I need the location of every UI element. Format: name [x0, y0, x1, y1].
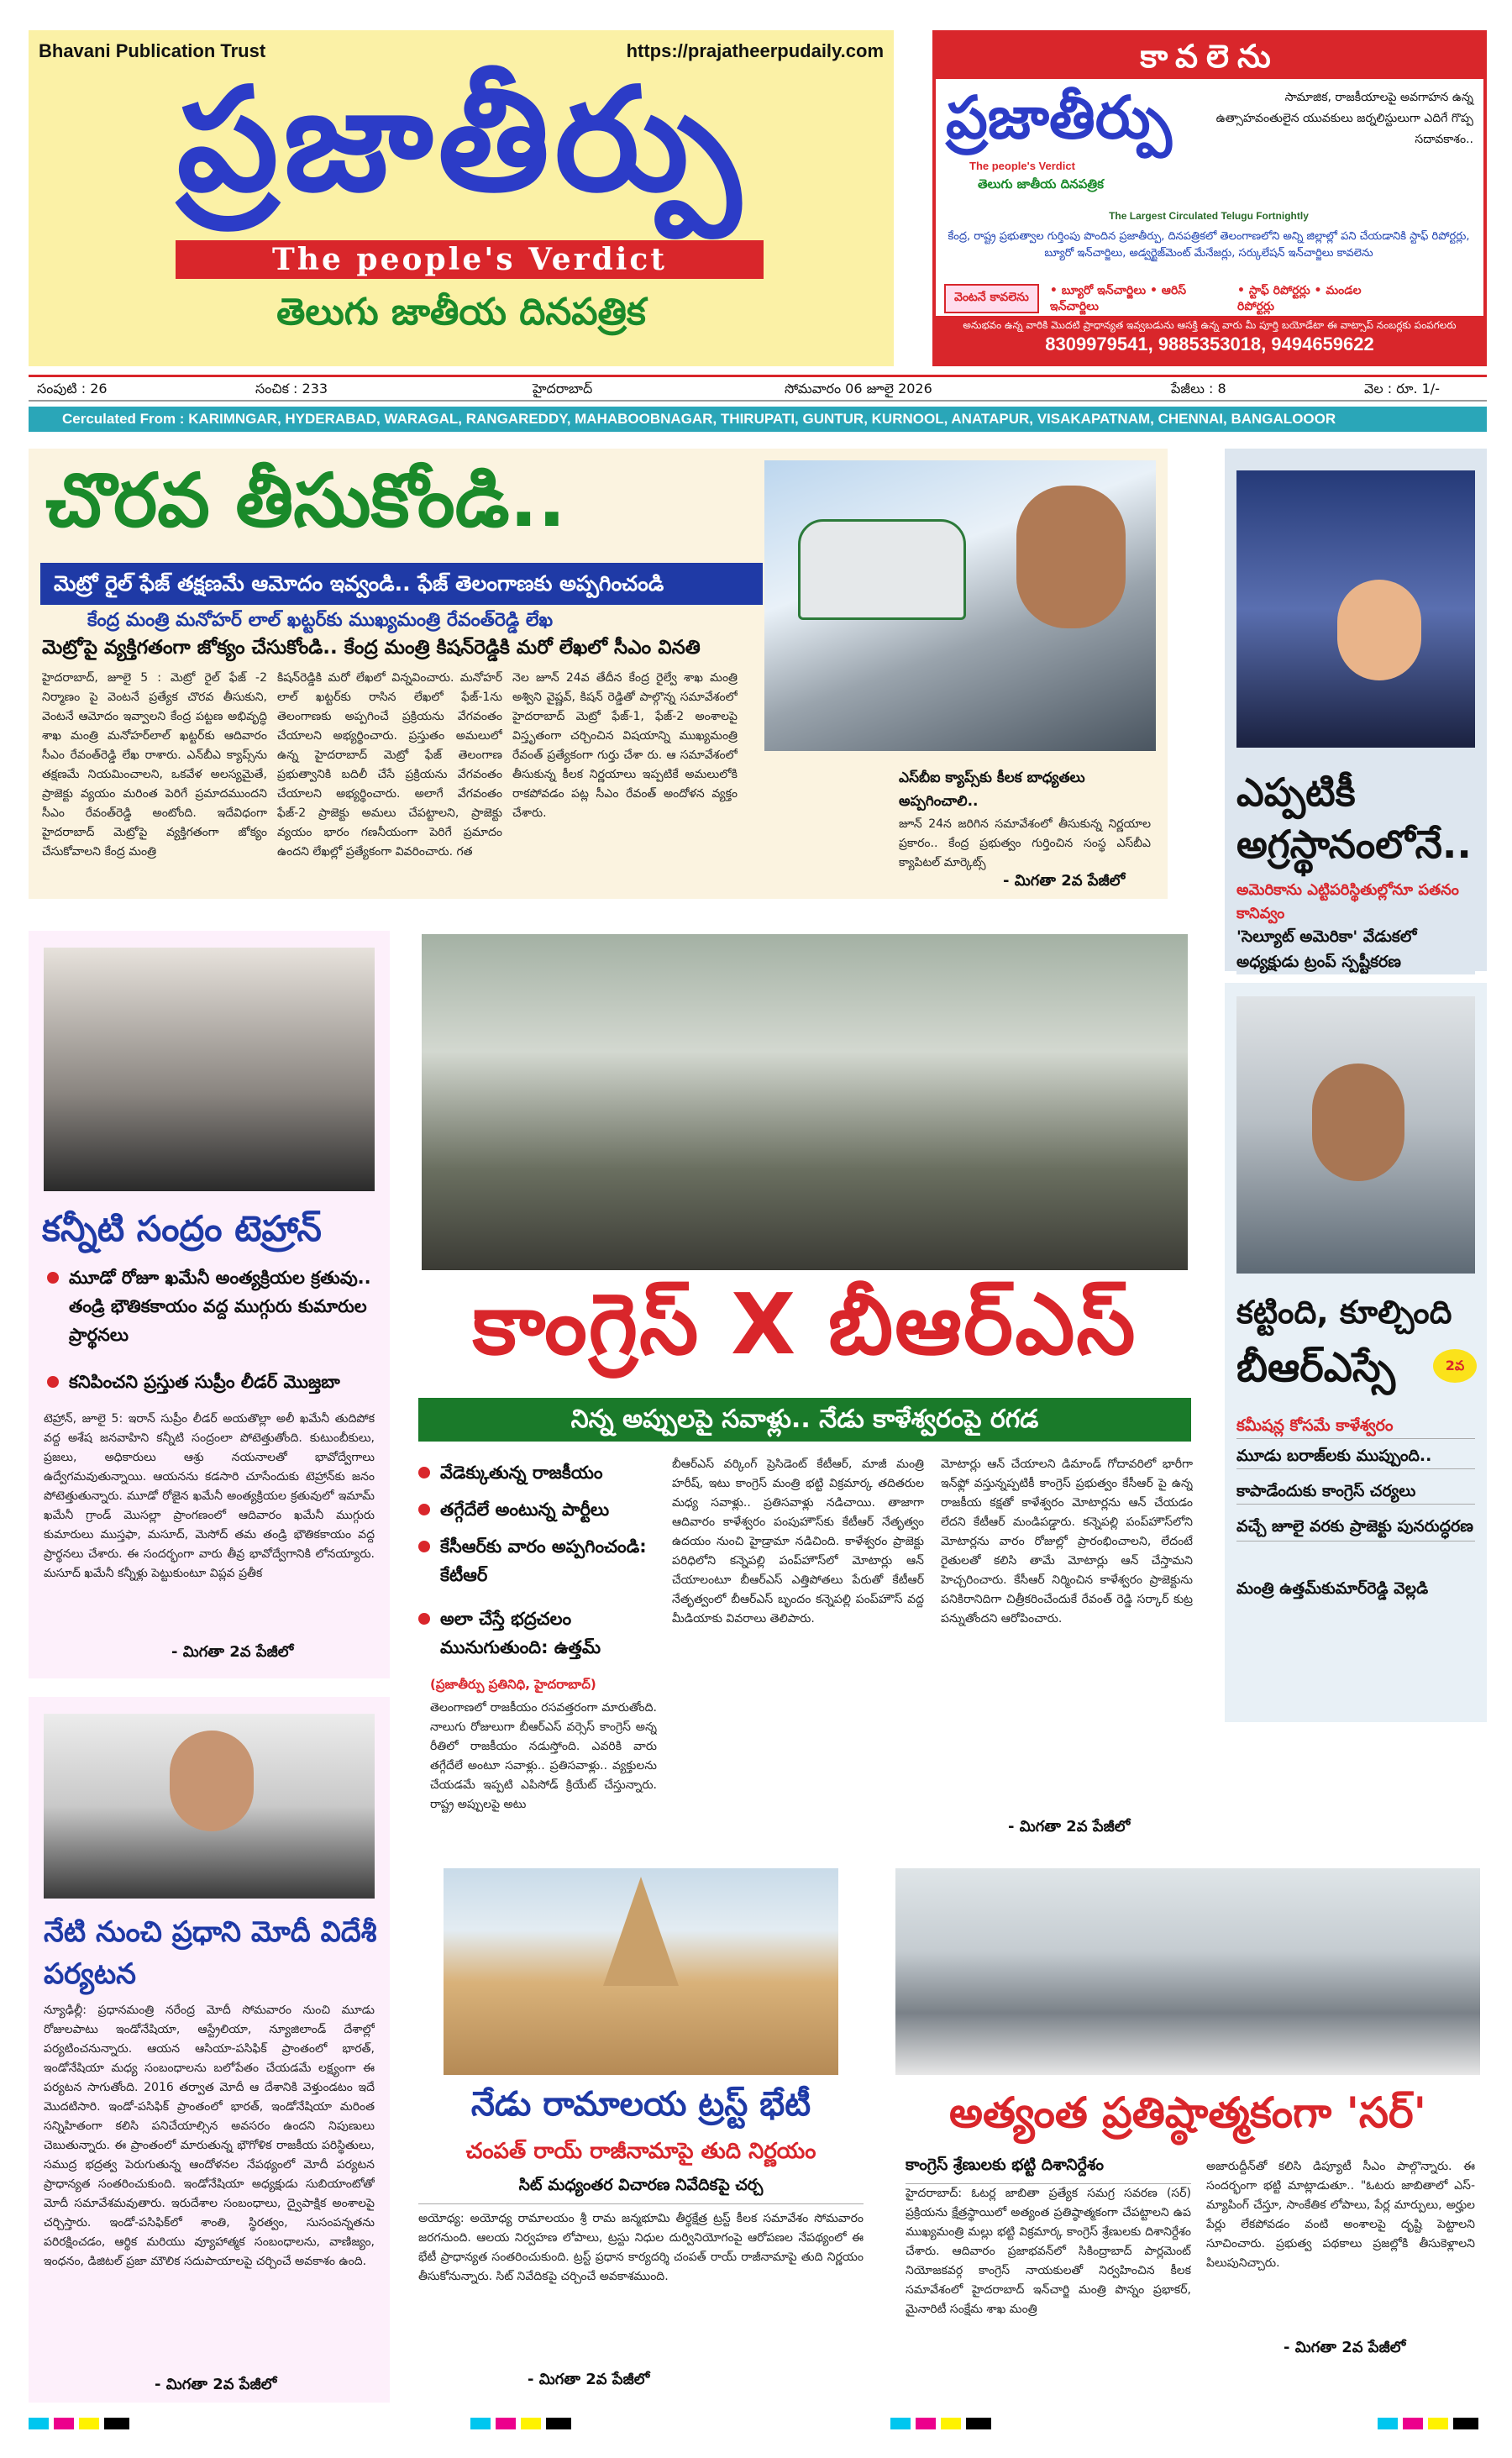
- ad-roles-1: • బ్యూరో ఇన్‌చార్జిలు • ఆరిస్ ఇన్‌చార్జిలు: [1049, 284, 1187, 313]
- congress-bullet-2: తగ్గేదేలే అంటున్న పార్టీలు: [440, 1495, 650, 1524]
- registration-strip-4: [1378, 2418, 1478, 2429]
- congress-brs-subhead: నిన్న అప్పులపై సవాళ్లు.. నేడు కాళేశ్వరంపై రగడ: [418, 1398, 1191, 1442]
- registration-strip-1: [29, 2418, 129, 2429]
- city: హైదరాబాద్: [533, 381, 593, 397]
- ad-tag: తెలుగు జాతీయ దినపత్రిక: [978, 176, 1104, 192]
- ad-logo-sub: The people's Verdict: [969, 160, 1075, 172]
- circulation-bar: Cerculated From : KARIMNGAR, HYDERABAD, WARAGAL, RANGAREDDY, MAHABOOBNAGAR, THIRUPATI, GUNTUR, KURNOOL, ANATAPUR, VISAKAPATNAM, CHENNAI, BANGALOOOR: [29, 407, 1487, 432]
- tagline: తెలుగు జాతీయ దినపత్రిక: [276, 291, 646, 334]
- uttam-face: [1312, 1064, 1404, 1181]
- sir-subhead: కాంగ్రెస్ శ్రేణులకు భట్టి దిశానిర్దేశం: [906, 2156, 1191, 2184]
- cm-portrait: [1016, 486, 1126, 628]
- sir-col-1: హైదరాబాద్: ఓటర్ల జాబితా ప్రత్యేక సమగ్ర సవరణ (సర్) ప్రక్రియను క్షేత్రస్థాయిలో అత్యంత ప్రతిష్ఠాత్మకంగా చేపట్టాలని ఉప ముఖ్యమంత్రి మల్లు భట్టి విక్రమార్క కాంగ్రెస్ శ్రేణులకు దిశానిర్దేశం చేశారు. ఆదివారం ప్రజాభవన్‌లో సికింద్రాబాద్ పార్లమెంట్ నియోజకవర్గ కాంగ్రెస్ నాయకులతో నిర్వహించిన కీలక సమావేశంలో హైదరాబాద్ ఇన్‌చార్జి మంత్రి పొన్నం ప్రభాకర్, మైనారిటీ సంక్షేమ శాఖ మంత్రి: [906, 2187, 1191, 2316]
- lead-headline: చొరవ తీసుకోండి..: [45, 457, 566, 544]
- ad-logo: ప్రజాతీర్పు: [946, 82, 1172, 152]
- uttam-story: [1225, 983, 1487, 1722]
- trump-face: [1337, 580, 1421, 680]
- modi-body: న్యూఢిల్లీ: ప్రధానమంత్రి నరేంద్ర మోదీ సోమవారం నుంచి మూడు రోజులపాటు ఇండోనేషియా, ఆస్ట్రేలియా, న్యూజిలాండ్ దేశాల్లో పర్యటించనున్నారు. ఆయన ఆసియా-పసిఫిక్ ప్రాంతంలో భారత్, ఇండోనేషియా మధ్య సంబంధాలను బలోపేతం చేయడమే లక్ష్యంగా ఈ పర్యటన సాగుతోంది. 2016 తర్వాత మోదీ ఆ దేశానికి వెళ్తుండటం ఇదే మొదటిసారి. ఇండో-పసిఫిక్ ప్రాంతంలో భారత్, ఇండోనేషియా మరింత సన్నిహితంగా కలిసి పనిచేయాల్సిన అవసరం ఉందని నిపుణులు చెబుతున్నారు. ఈ ప్రాంతంలో మారుతున్న భౌగోళిక రాజకీయ పరిస్థితులు, సముద్ర భద్రత్వ పెరుగుతున్న ఆందోళనల నేపథ్యంలో మోదీ పర్యటన ప్రాధాన్యత సంతరించుకుంది. ఇండోనేషియా అధ్యక్షుడు సుబియాంటోతో మోదీ సమావేశమవుతారు. ఇరుదేశాల సంబంధాలు, ద్వైపాక్షిక అంశాలపై చర్చిస్తారు. ఇండో-పసిఫిక్‌లో శాంతి, స్థిరత్వం, సుసంపన్నతను పరిరక్షించడం, ఆర్థిక మరియు వ్యూహాత్మక సంబంధాలను, వాణిజ్యం, ఇంధనం, డిజిటల్ ప్రజా మౌలిక సదుపాయాలపై చర్చించే అవకాశం ఉంది.: [44, 2004, 375, 2268]
- lead-col-1: హైదరాబాద్, జూలై 5 : మెట్రో రైల్ ఫేజ్ -2 నిర్మాణం పై వెంటనే ప్రత్యేక చొరవ తీసుకుని, వెంటనే ఆమోదం ఇవ్వాలని కేంద్ర పట్టణ అభివృద్ధి శాఖ మంత్రి మనోహర్‌లాల్ ఖట్టర్‌కు ఆదివారం సీఎం రేవంత్‌రెడ్డి లేఖ రాశారు. ఎన్‌బీఎ క్యాప్స్‌ను తక్షణమే నియమించాలని, ఒకవేళ అలస్యమైతే, ప్రాజెక్టు వ్యయం మరింత పెరిగే ప్రమాదముందని సీఎం రేవంత్‌రెడ్డి అంటోంది. ఇదేవిధంగా హైదరాబాద్ మెట్రోపై వ్యక్తిగతంగా జోక్యం చేసుకోవాలని కేంద్ర మంత్రి: [42, 671, 267, 859]
- lead-subhead-2: మెట్రోపై వ్యక్తిగతంగా జోక్యం చేసుకోండి.. కేంద్ర మంత్రి కిషన్‌రెడ్డికి మరో లేఖలో సీఎం వినతి: [42, 637, 701, 659]
- ram-temple-photo: [444, 1868, 838, 2075]
- uttam-headline-1: కట్టింది, కూల్చింది: [1236, 1294, 1452, 1331]
- congress-bullet-3: కేసీఆర్‌కు వారం అప్పగించండి: కేటీఆర్: [440, 1532, 650, 1589]
- ram-temple-story: [418, 1862, 864, 2399]
- masthead: [29, 30, 894, 366]
- tehran-headline: కన్నీటి సంద్రం టెహ్రాన్: [42, 1208, 322, 1249]
- volume: సంపుటి : 26: [37, 381, 108, 397]
- registration-strip-2: [470, 2418, 571, 2429]
- sir-meeting-photo: [895, 1868, 1480, 2075]
- ram-body: అయోధ్య: అయోధ్య రామాలయం శ్రీ రామ జన్మభూమి తీర్థక్షేత్ర ట్రస్ట్ కీలక సమావేశం సోమవారం జరగనుంది. ఆలయ నిర్వహణ లోపాలు, ట్రస్టు నిధుల దుర్వినియోగంపై ఆరోపణల నేపథ్యంలో ఈ భేటీ ప్రాధాన్యత సంతరించుకుంది. ట్రస్ట్ ప్రధాన కార్యదర్శి చంపత్ రాయ్ రాజీనామాపై తుది నిర్ణయం తీసుకోనున్నారు. సిట్ నివేదికపై చర్చించే అవకాశముంది.: [418, 2212, 864, 2283]
- temple-spire: [603, 1877, 679, 1986]
- lead-col-3: నెల జూన్ 24వ తేదీన కేంద్ర రైల్వే శాఖ మంత్రి అశ్విని వైష్ణవ్, కిషన్ రెడ్డితో పాల్గొన్న సమావేశంలో హైదరాబాద్ మెట్రో ఫేజ్-1, ఫేజ్-2 అంశాలపై విస్తృతంగా చర్చించిన విషయాన్ని ముఖ్యమంత్రి రేవంత్ ప్రత్యేకంగా గుర్తు చేశా రు. ఆ సమావేశంలో తీసుకున్న కీలక నిర్ణయాలు ఇప్పటికే అమలులోకి రాకపోవడం పట్ల సీఎం రేవంత్ అందోళన వ్యక్తం చేశారు.: [512, 671, 738, 820]
- ad-contact: [936, 316, 1483, 363]
- uttam-point-4: వచ్చే జూలై వరకు ప్రాజెక్టు పునరుద్ధరణ: [1236, 1512, 1475, 1542]
- uttam-point-5: మంత్రి ఉత్తమ్‌కుమార్‌రెడ్డి వెల్లడి: [1236, 1579, 1429, 1598]
- lead-subhead-1: కేంద్ర మంత్రి మనోహర్ లాల్ ఖట్టర్‌కు ముఖ్యమంత్రి రేవంత్‌రెడ్డి లేఖ: [87, 610, 554, 631]
- modi-headline: నేటి నుంచి ప్రధాని మోదీ విదేశీ పర్యటన: [44, 1915, 377, 1991]
- uttam-point-2: మూడు బరాజ్‌లకు ముప్పుంది..: [1236, 1443, 1475, 1469]
- tehran-bullet-2: కనిపించని ప్రస్తుత సుప్రీం లీడర్ మొజ్తబా: [69, 1368, 371, 1396]
- sir-headline: అత్యంత ప్రతిష్ఠాత్మకంగా 'సర్': [949, 2088, 1426, 2137]
- page-2-badge: 2వ: [1433, 1349, 1477, 1383]
- tehran-bullet-1: మూడో రోజూ ఖమేనీ అంత్యక్రియల క్రతువు.. తండ్రి భౌతికకాయం వద్ద ముగ్గురు కుమారుల ప్రార్థనలు: [69, 1263, 371, 1349]
- trump-photo: [1236, 470, 1475, 748]
- congress-bullet-4: అలా చేస్తే భద్రచలం మునుగుతుంది: ఉత్తమ్: [440, 1605, 650, 1662]
- modi-continued: - మిగతా 2వ పేజీలో: [155, 2376, 277, 2393]
- modi-story: [29, 1697, 390, 2403]
- ad-fine-print: The Largest Circulated Telugu Fortnightly: [1109, 210, 1309, 222]
- tehran-continued: - మిగతా 2వ పేజీలో: [171, 1643, 294, 1661]
- trump-headline: ఎప్పటికీ అగ్రస్థానంలోనే..: [1236, 769, 1472, 867]
- sir-story: [889, 1862, 1487, 2399]
- uttam-point-3: కాపాడేందుకు కాంగ్రెస్ చర్యలు: [1236, 1478, 1475, 1505]
- modi-face: [170, 1731, 254, 1831]
- date: సోమవారం 06 జూలై 2026: [785, 381, 932, 397]
- website-url[interactable]: https://prajatheerpudaily.com: [626, 40, 884, 61]
- issue-number: సంచిక : 233: [255, 381, 328, 397]
- price: వెల : రూ. 1/-: [1364, 381, 1440, 397]
- sir-col-2: అజారుద్దీన్‌తో కలిసి డిప్యూటీ సీఎం పాల్గొన్నారు. ఈ సందర్భంగా భట్టి మాట్లాడుతూ.. "ఓటరు జాబితాలో ఎస్-మ్యాపింగ్ చేస్తూ, సాంకేతిక లోపాలు, పేర్ల మార్పులు, అర్హుల పేర్లు లేకపోవడం వంటి అంశాలపై దృష్టి పెట్టాలని సూచించారు. ప్రభుత్వ పథకాలు ప్రజల్లోకి తీసుకెళ్లాలని పిలుపునిచ్చారు.: [1206, 2160, 1475, 2270]
- uttam-headline-2: బీఆర్ఎస్సే: [1236, 1344, 1395, 1391]
- congress-col-2: బీఆర్ఎస్ వర్కింగ్ ప్రెసిడెంట్ కేటీఆర్, మాజీ మంత్రి హరీష్, ఇటు కాంగ్రెస్ మంత్రి భట్టి విక్రమార్క తదితరుల మధ్య సవాళ్లు.. ప్రతిసవాళ్లు నడిచాయి. తాజాగా ఆదివారం కాళేశ్వరం పంపుహౌస్‌కు కేటీఆర్ నేతృత్వం ఉదయం నుంచి హైడ్రామా నడిచింది. కాళేశ్వరం ప్రాజెక్టు పరిధిలోని కన్నెపల్లి పంప్‌హౌస్‌లో మోటార్లు ఆన్ చేయాలంటూ బీఆర్ఎస్ ఎత్తిపోతలు పేరుతో కేటీఆర్ నేతృత్వంలో బీఆర్ఎస్ బృందం కన్నెపల్లి పంప్‌హౌస్ వద్ద మీడియాకు వివరాలు తెలిపారు.: [672, 1457, 924, 1626]
- congress-bullet-1: వేడెక్కుతున్న రాజకీయం: [440, 1458, 650, 1487]
- tehran-body: టెహ్రాన్, జూలై 5: ఇరాన్ సుప్రీం లీడర్ అయతొల్లా అలీ ఖమేనీ తుదిపోక వద్ద అశేష జనవాహిని కన్నీటి సంద్రంలా పోటెత్తుతోంది. కుటుంబీకులు, ప్రజలు, అధికారులు ఆశ్రు నయనాలతో భావోద్వేగాలు ఉద్వేగమవుతున్నాయి. ఆయనను కడసారి చూసేందుకు టెహ్రాన్‌కు జనం పోటెత్తుతున్నారు. మూడో రోజైన ఖమేనీ అంత్యక్రియల క్రతువులో ఇమామ్ ఖమేనీ గ్రాండ్ మొసల్లా ప్రాంగణంలో ఆదివారం ఖమేనీ ముగ్గురు కుమారులు ముస్తఫా, మసూద్, మెసోద్ తమ తండ్రి భౌతికకాయం వద్ద ప్రార్థనలు చేశారు. ఈ సందర్భంగా వారు తీవ్ర భావోద్వేగానికి లోనయ్యారు. మసూద్ ఖమేనీ కన్నీళ్లు పెట్టుకుంటూ విప్లవ ప్రతీక: [44, 1412, 375, 1580]
- ad-right-text: సామాజిక, రాజకీయాలపై అవగాహన ఉన్న ఉత్సాహవంతులైన యువకులు జర్నలిస్టులుగా ఎదిగే గొప్ప సదావకాశం..: [1215, 91, 1473, 146]
- recruitment-ad: [932, 30, 1487, 366]
- congress-col-3: మోటార్లు ఆన్ చేయాలని డిమాండ్ గోదావరిలో భారీగా ఇన్‌ఫ్లో వస్తున్నప్పటికీ కాంగ్రెస్ ప్రభుత్వం కేసీఆర్ పై ఉన్న రాజకీయ కక్షతో కాళేశ్వరం మోటార్లను ఆన్ చేయడం లేదని కేటీఆర్ మండిపడ్డారు. కన్నెపల్లి పంప్‌హౌస్‌లోని మోటార్లను వారం రోజుల్లో ప్రారంభించాలని, లేదంటే రైతులతో కలిసి తామే మోటార్లు ఆన్ చేస్తామని హెచ్చరించారు. కేసీఆర్ నిర్మించిన కాళేశ్వరం ప్రాజెక్టును పనికిరానిదిగా చిత్రీకరించేందుకే రేవంత్ రెడ్డి సర్కార్ కుట్ర పన్నుతోందని ఆరోపించారు.: [941, 1457, 1193, 1626]
- metro-train-shape: [798, 519, 966, 620]
- trump-sub-1: అమెరికాను ఎట్టిపరిస్థితుల్లోనూ పతనం కానివ్వం: [1236, 881, 1459, 922]
- lead-subhead-bar: మెట్రో రైల్ ఫేజ్ తక్షణమే ఆమోదం ఇవ్వండి.. ఫేజ్ తెలంగాణకు అప్పగించండి: [40, 563, 763, 605]
- trump-sub-2: 'సెల్యూట్ అమెరికా' వేడుకలో అధ్యక్షుడు ట్రంప్ స్పష్టీకరణ: [1236, 924, 1475, 974]
- funeral-photo: [44, 948, 375, 1191]
- lead-story: [29, 449, 1168, 899]
- uttam-point-1: కమీషన్ల కోసమే కాళేశ్వరం: [1236, 1413, 1475, 1439]
- modi-photo: [44, 1714, 375, 1899]
- verdict-banner: The people's Verdict: [176, 240, 764, 279]
- congress-col-1: తెలంగాణలో రాజకీయం రసవత్తరంగా మారుతోంది. నాలుగు రోజులుగా బీఆర్ఎస్ వర్సెస్ కాంగ్రెస్ అన్న రీతిలో రాజకీయం నడుస్తోంది. ఎవరికి వారు తగ్గేదేలే అంటూ సవాళ్లు.. ప్రతిసవాళ్లు.. వ్యక్తులను చేయడమే ఇప్పటి ఎపిసోడ్ క్రియేట్ చేస్తున్నారు. రాష్ట్ర అప్పులపై అటు: [430, 1701, 657, 1811]
- tehran-story: [29, 931, 390, 1678]
- registration-strip-3: [890, 2418, 991, 2429]
- ad-phones: 8309979541, 9885353018, 9494659622: [1045, 334, 1374, 355]
- lead-col-4: జూన్ 24న జరిగిన సమావేశంలో తీసుకున్న నిర్ణయాల ప్రకారం.. కేంద్ర ప్రభుత్వం గుర్తించిన సంస్థ ఎస్‌బీఎ క్యాపిటల్ మార్కెట్స్: [899, 817, 1151, 869]
- ram-continued: - మిగతా 2వ పేజీలో: [528, 2371, 650, 2388]
- ad-roles-2: • స్టాఫ్ రిపోర్టర్లు • మండల రిపోర్టర్లు: [1237, 284, 1362, 313]
- congress-continued: - మిగతా 2వ పేజీలో: [1008, 1818, 1131, 1836]
- lead-caption: ఎస్‌బీఐ క్యాప్స్‌కు కీలక బాధ్యతలు అప్పగించాలి..: [899, 769, 1085, 810]
- congress-brs-headline: కాంగ్రెస్ X బీఆర్ఎస్: [472, 1275, 1137, 1373]
- ram-sub-1: చంపత్ రాయ్ రాజీనామాపై తుది నిర్ణయం: [465, 2139, 816, 2164]
- page-count: పేజీలు : 8: [1171, 381, 1226, 397]
- publisher-name: Bhavani Publication Trust: [39, 40, 266, 61]
- ad-body: కేంద్ర, రాష్ట్ర ప్రభుత్వాల గుర్తింపు పొందిన ప్రజాతీర్పు, దినపత్రికలో తెలంగాణలోని అన్ని జిల్లాల్లో పని చేయడానికి స్టాఫ్ రిపోర్టర్లు, బ్యూరో ఇన్‌చార్జిలు, అడ్వర్టైజ్‌మెంట్ మేనేజర్లు, సర్కులేషన్ ఇన్‌చార్జిలు కావలెను: [948, 230, 1470, 260]
- lead-col-2: కిషన్‌రెడ్డికి మరో లేఖలో విన్నవించారు. మనోహర్ లాల్ ఖట్టర్‌కు రాసిన లేఖలో ఫేజ్-1ను తెలంగాణకు అప్పగించే ప్రక్రియను వేగవంతం చేయాలని అభ్యర్థించారు. ప్రస్తుతం అమలులో ఉన్న హైదరాబాద్ మెట్రో ఫేజ్ తెలంగాణ ప్రభుత్వానికి బదిలీ చేసే ప్రక్రియను వేగవంతం చేయాలని అభ్యర్థించారు. అలాగే వేగవంతం ఫేజ్-2 ప్రాజెక్టు అమలు చేపట్టాలని, ప్రాజెక్టు వ్యయం భారం గణనీయంగా పెరిగే ప్రమాదం ఉందని లేఖల్లో ప్రత్యేకంగా వివరించారు. గత: [277, 671, 502, 859]
- ram-headline: నేడు రామాలయ ట్రస్ట్ భేటీ: [470, 2085, 811, 2124]
- uttam-photo: [1236, 996, 1475, 1274]
- kaleshwaram-photo: [422, 934, 1188, 1270]
- ad-heading: కావలెను: [936, 34, 1483, 79]
- trump-story: [1225, 449, 1487, 971]
- lead-continued: - మిగతా 2వ పేజీలో: [1003, 872, 1126, 890]
- issue-info-bar: [29, 375, 1487, 402]
- newspaper-logo: ప్రజాతీర్పు: [176, 55, 746, 223]
- metro-photo: [764, 460, 1156, 751]
- sir-continued: - మిగతా 2వ పేజీలో: [1284, 2339, 1406, 2356]
- ram-sub-2: సిట్ మధ్యంతర విచారణ నివేదికపై చర్చ: [418, 2176, 864, 2204]
- congress-byline: (ప్రజాతీర్పు ప్రతినిధి, హైదరాబాద్): [430, 1677, 596, 1692]
- ad-urgent-label: వెంటనే కావలెను: [944, 284, 1039, 313]
- ad-contact-note: అనుభవం ఉన్న వారికి మొదటి ప్రాధాన్యత ఇవ్వబడును ఆసక్తి ఉన్న వారు మీ పూర్తి బయోడేటా ఈ వాట్సాప్ నంబర్లకు పంపగలరు: [963, 319, 1457, 331]
